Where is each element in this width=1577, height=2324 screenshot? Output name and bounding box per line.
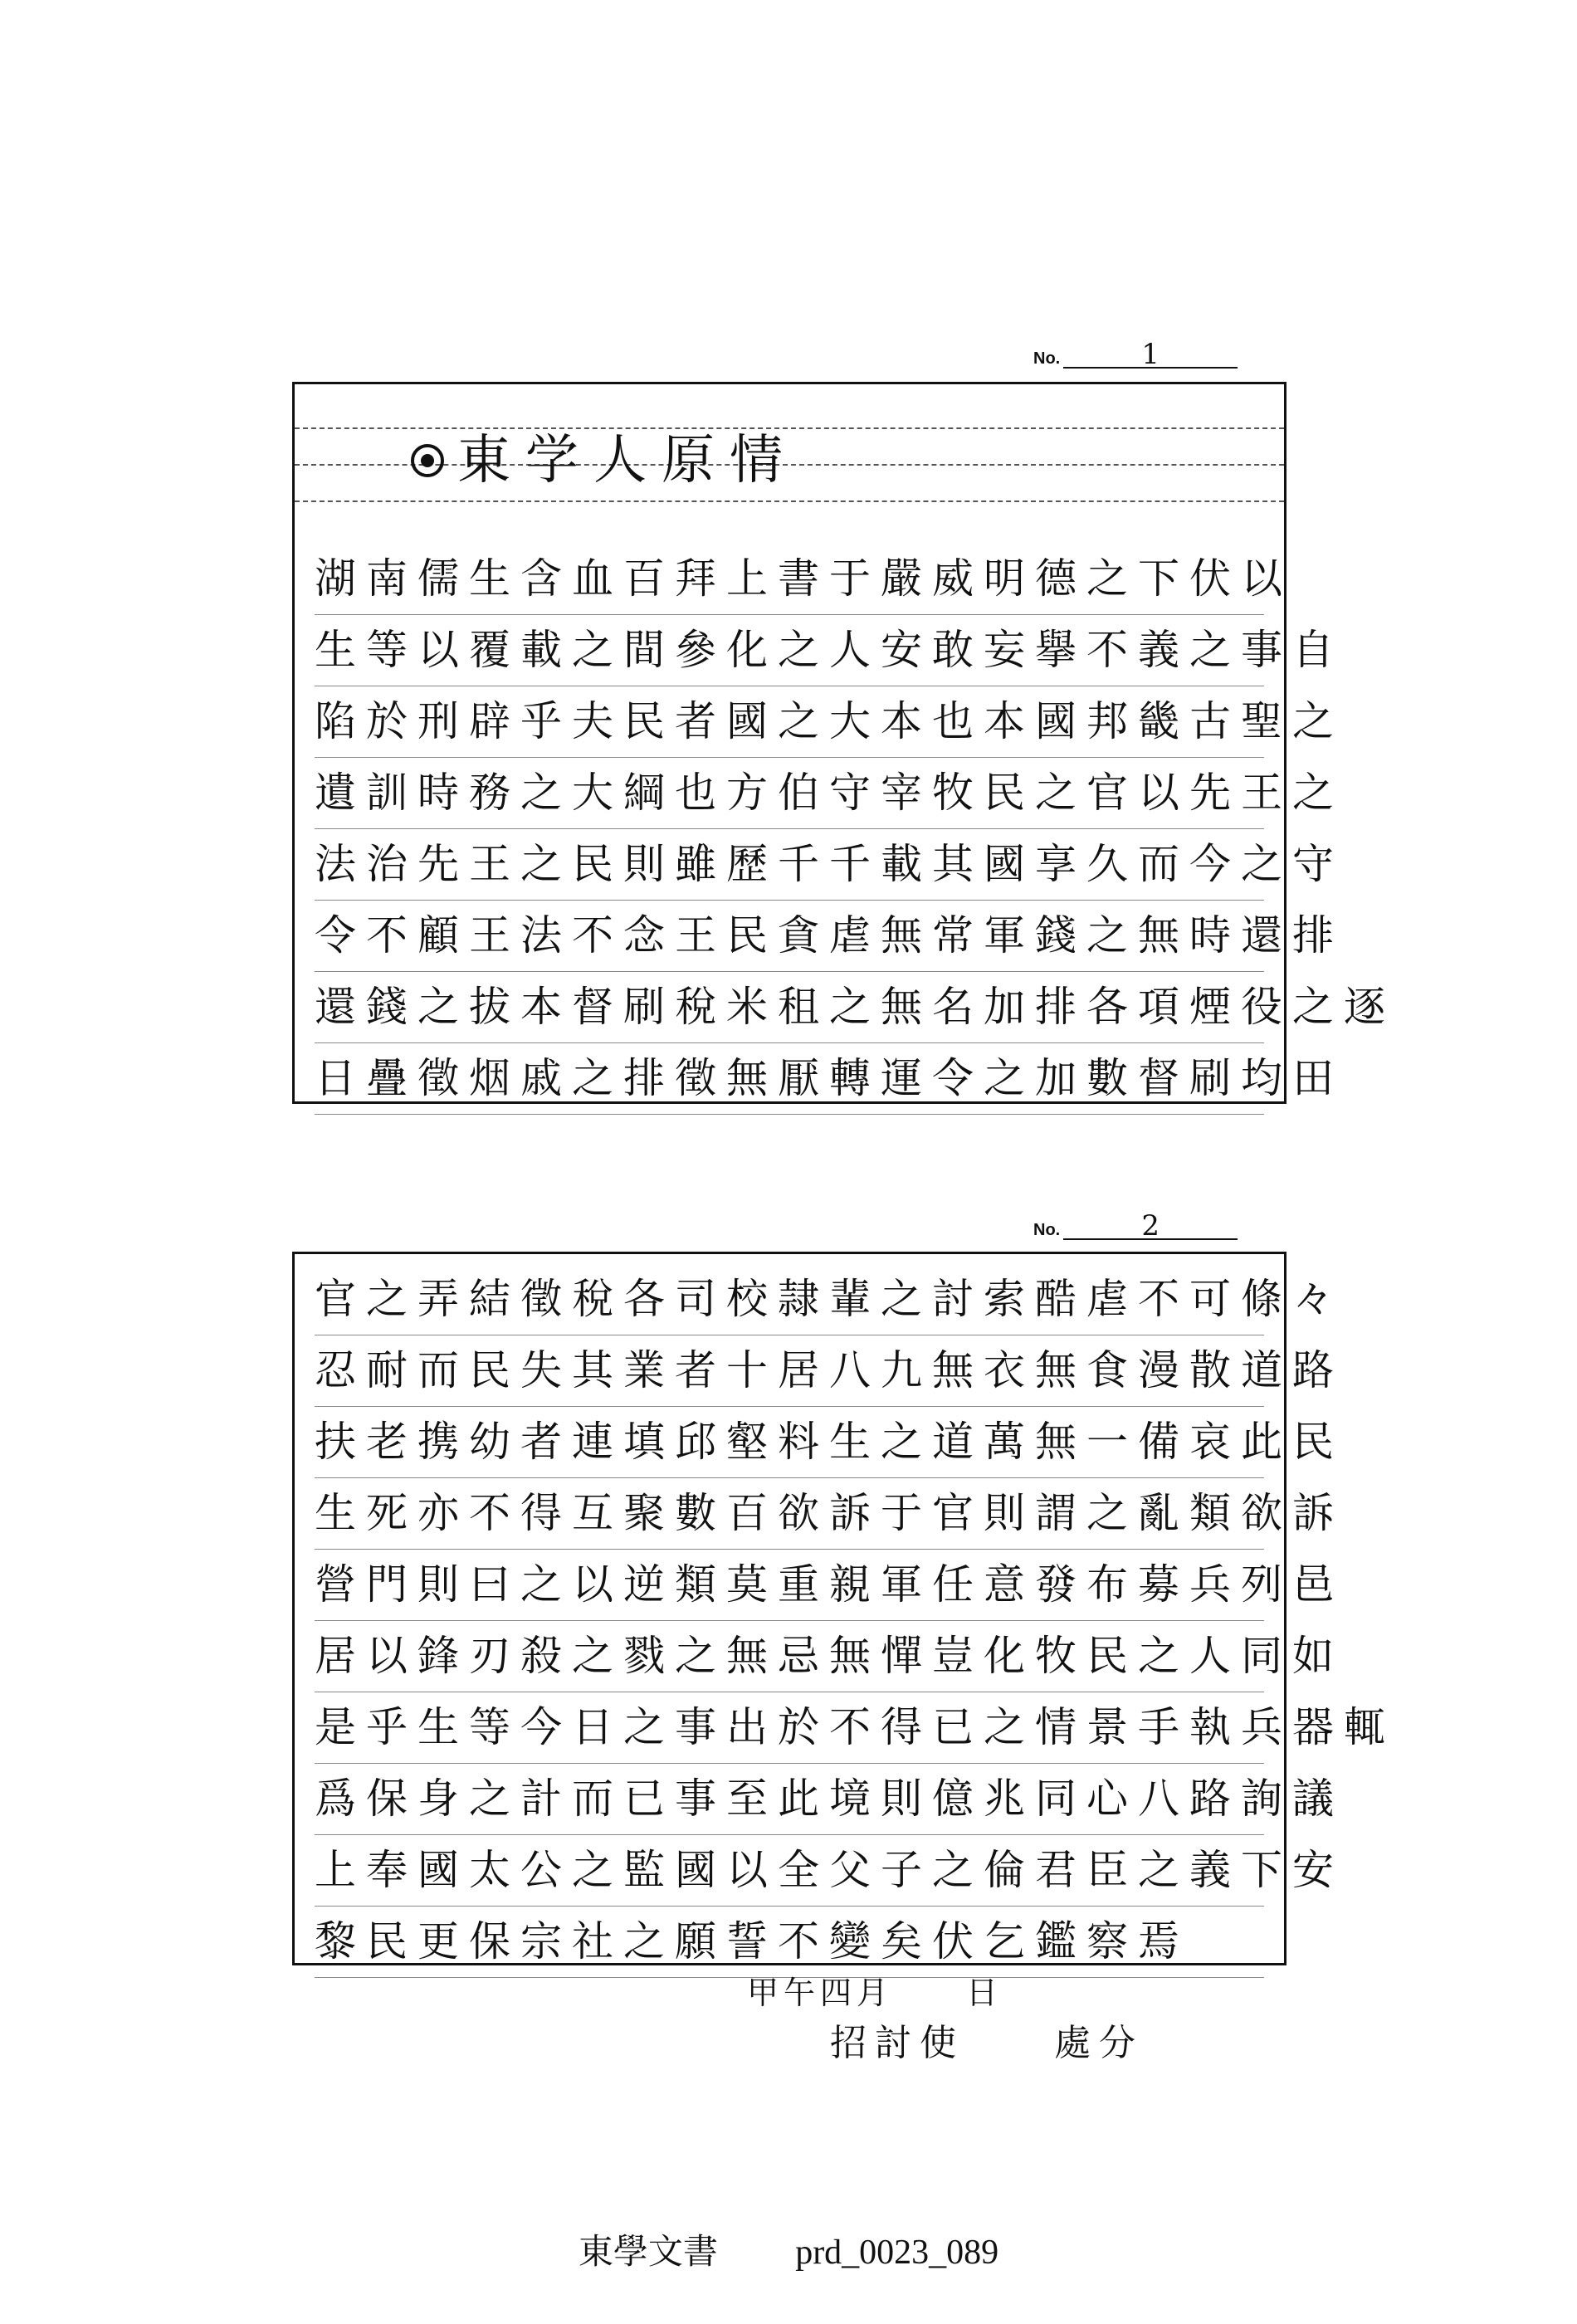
document-title: 東学人原情 [457, 430, 798, 491]
page-number [1033, 338, 1238, 371]
footer-caption [0, 2224, 1577, 2274]
text-line: 忍耐而民失其業者十居八九無衣無食漫散道路 [315, 1335, 1264, 1407]
bullseye-icon [411, 444, 444, 477]
text-line: 陷於刑辟乎夫民者國之大本也本國邦畿古聖之 [315, 686, 1264, 758]
text-line: 還錢之拔本督刷稅米租之無名加排各項煙役之逐 [315, 972, 1264, 1043]
text-line: 生死亦不得互聚數百欲訴于官則謂之亂類欲訴 [315, 1478, 1264, 1550]
document-code: prd_0023_089 [795, 2234, 999, 2272]
page-number-label: No. [1033, 349, 1061, 368]
text-line: 黎民更保宗社之願誓不變矣伏乞鑑察焉 [315, 1907, 1264, 1978]
manuscript-page-2 [292, 1252, 1395, 1965]
text-line: 扶老携幼者連填邱壑料生之道萬無一備哀此民 [315, 1407, 1264, 1478]
grid-line [295, 427, 1284, 429]
text-line: 上奉國太公之監國以全父子之倫君臣之義下安 [315, 1835, 1264, 1907]
text-line: 生等以覆載之間參化之人安敢妄擧不義之事自 [315, 615, 1264, 686]
page-number [1033, 1209, 1238, 1243]
text-line: 官之弄結徵稅各司校隷輩之討索酷虐不可條々 [315, 1264, 1264, 1335]
collection-name: 東學文書 [578, 2231, 718, 2272]
text-line: 居以鋒刃殺之戮之無忌無憚豈化牧民之人同如 [315, 1621, 1264, 1692]
page-number-value: 2 [1063, 1213, 1238, 1240]
text-line: 湖南儒生含血百拜上書于嚴威明德之下伏以 [315, 544, 1264, 615]
document-date: 甲午四月 日 [747, 1975, 1003, 2011]
text-line: 營門則曰之以逆類莫重親軍任意發布募兵列邑 [315, 1550, 1264, 1621]
text-line: 是乎生等今日之事出於不得已之情景手執兵器輒 [315, 1692, 1264, 1764]
text-block-2 [315, 1264, 1395, 1978]
signature-line: 招討使 處分 [830, 2022, 1144, 2064]
text-block-1 [315, 544, 1395, 1115]
manuscript-page-1 [292, 382, 1395, 1104]
page-number-label: No. [1033, 1221, 1061, 1239]
text-line: 法治先王之民則雖歷千千載其國享久而今之守 [315, 829, 1264, 901]
text-line: 日疊徵烟戚之排徵無厭轉運令之加數督刷均田 [315, 1043, 1264, 1115]
page-number-value: 1 [1063, 342, 1238, 369]
text-line: 令不顧王法不念王民貪虐無常軍錢之無時還排 [315, 901, 1264, 972]
text-line: 爲保身之計而已事至此境則億兆同心八路詢議 [315, 1764, 1264, 1835]
grid-line [295, 500, 1284, 502]
text-line: 遺訓時務之大綱也方伯守宰牧民之官以先王之 [315, 758, 1264, 829]
title-row [411, 430, 798, 491]
